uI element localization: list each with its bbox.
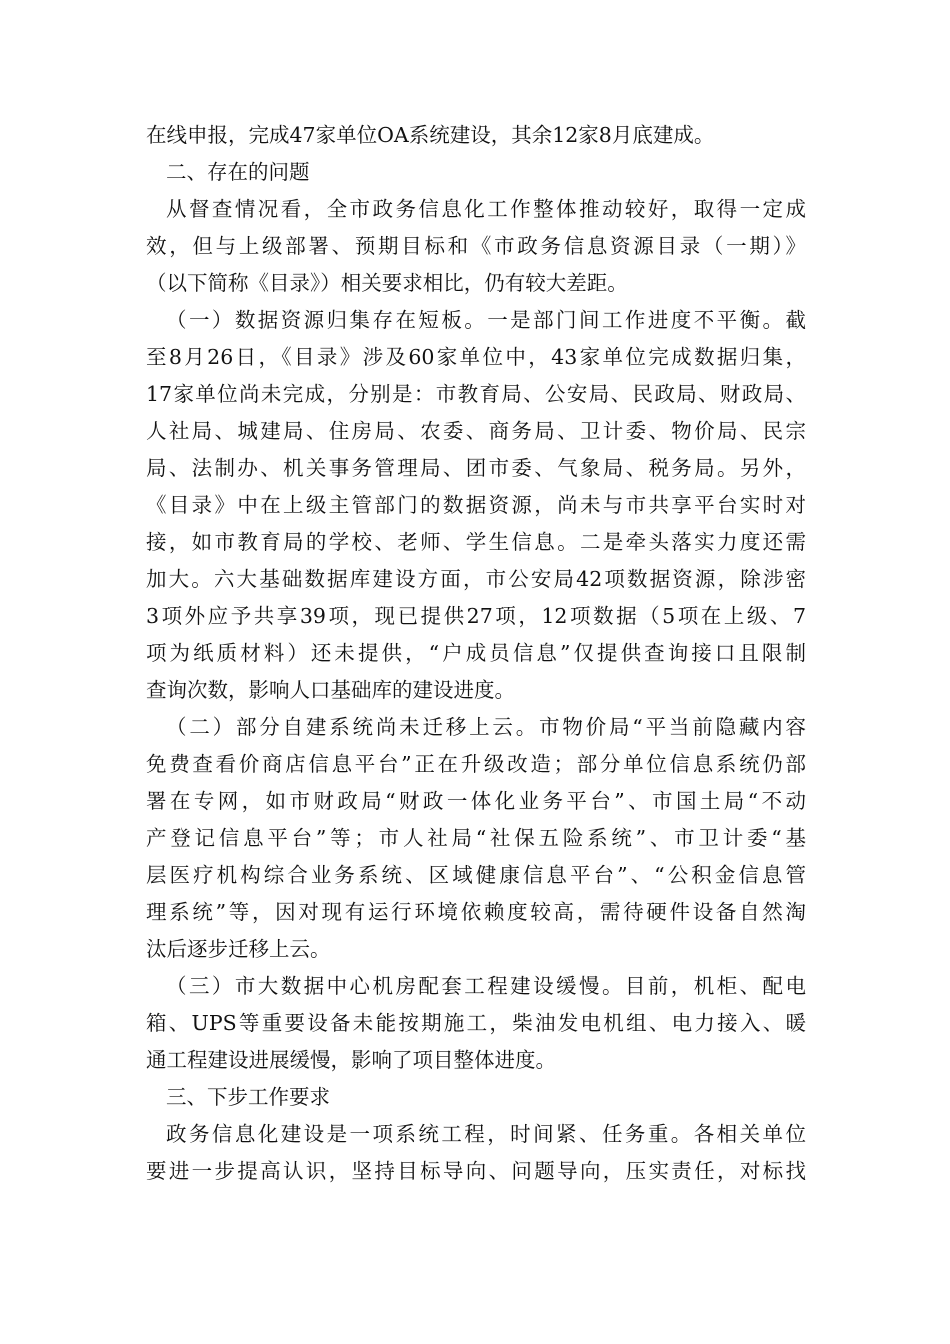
document-line: 人社局、城建局、住房局、农委、商务局、卫计委、物价局、民宗	[146, 419, 806, 443]
document-line: 三、下步工作要求	[166, 1085, 330, 1109]
document-body	[146, 117, 806, 1190]
document-line: （二）部分自建系统尚未迁移上云。市物价局“平当前隐藏内容	[166, 715, 806, 739]
document-line: 免费查看价商店信息平台”正在升级改造；部分单位信息系统仍部	[146, 752, 806, 776]
document-line: 效，但与上级部署、预期目标和《市政务信息资源目录（一期）》	[146, 234, 806, 258]
document-line: 通工程建设进展缓慢，影响了项目整体进度。	[146, 1048, 556, 1072]
document-line: 汰后逐步迁移上云。	[146, 937, 331, 961]
document-line: 理系统”等，因对现有运行环境依赖度较高，需待硬件设备自然淘	[146, 900, 806, 924]
document-line: 产登记信息平台”等；市人社局“社保五险系统”、市卫计委“基	[146, 826, 806, 850]
document-line: 二、存在的问题	[166, 160, 310, 184]
document-line: 署在专网，如市财政局“财政一体化业务平台”、市国土局“不动	[146, 789, 806, 813]
document-line: 箱、UPS等重要设备未能按期施工，柴油发电机组、电力接入、暖	[146, 1011, 806, 1035]
document-line: 查询次数，影响人口基础库的建设进度。	[146, 678, 515, 702]
document-line: 《目录》中在上级主管部门的数据资源，尚未与市共享平台实时对	[146, 493, 806, 517]
document-line: 3项外应予共享39项，现已提供27项，12项数据（5项在上级、7	[146, 604, 806, 628]
document-line: 加大。六大基础数据库建设方面，市公安局42项数据资源，除涉密	[146, 567, 806, 591]
document-line: 接，如市教育局的学校、老师、学生信息。二是牵头落实力度还需	[146, 530, 806, 554]
document-line: 局、法制办、机关事务管理局、团市委、气象局、税务局。另外，	[146, 456, 806, 480]
document-line: 在线申报，完成47家单位OA系统建设，其余12家8月底建成。	[146, 123, 715, 147]
document-line: （以下简称《目录》）相关要求相比，仍有较大差距。	[146, 271, 628, 295]
document-line: 层医疗机构综合业务系统、区域健康信息平台”、“公积金信息管	[146, 863, 806, 887]
document-line: （一）数据资源归集存在短板。一是部门间工作进度不平衡。截	[166, 308, 806, 332]
document-line: 政务信息化建设是一项系统工程，时间紧、任务重。各相关单位	[166, 1122, 806, 1146]
document-line: （三）市大数据中心机房配套工程建设缓慢。目前，机柜、配电	[166, 974, 806, 998]
document-line: 项为纸质材料）还未提供，“户成员信息”仅提供查询接口且限制	[146, 641, 806, 665]
document-line: 至8月26日，《目录》涉及60家单位中，43家单位完成数据归集，	[146, 345, 806, 369]
document-line: 要进一步提高认识，坚持目标导向、问题导向，压实责任，对标找	[146, 1159, 806, 1183]
document-line: 从督查情况看，全市政务信息化工作整体推动较好，取得一定成	[166, 197, 806, 221]
document-line: 17家单位尚未完成，分别是：市教育局、公安局、民政局、财政局、	[146, 382, 806, 406]
